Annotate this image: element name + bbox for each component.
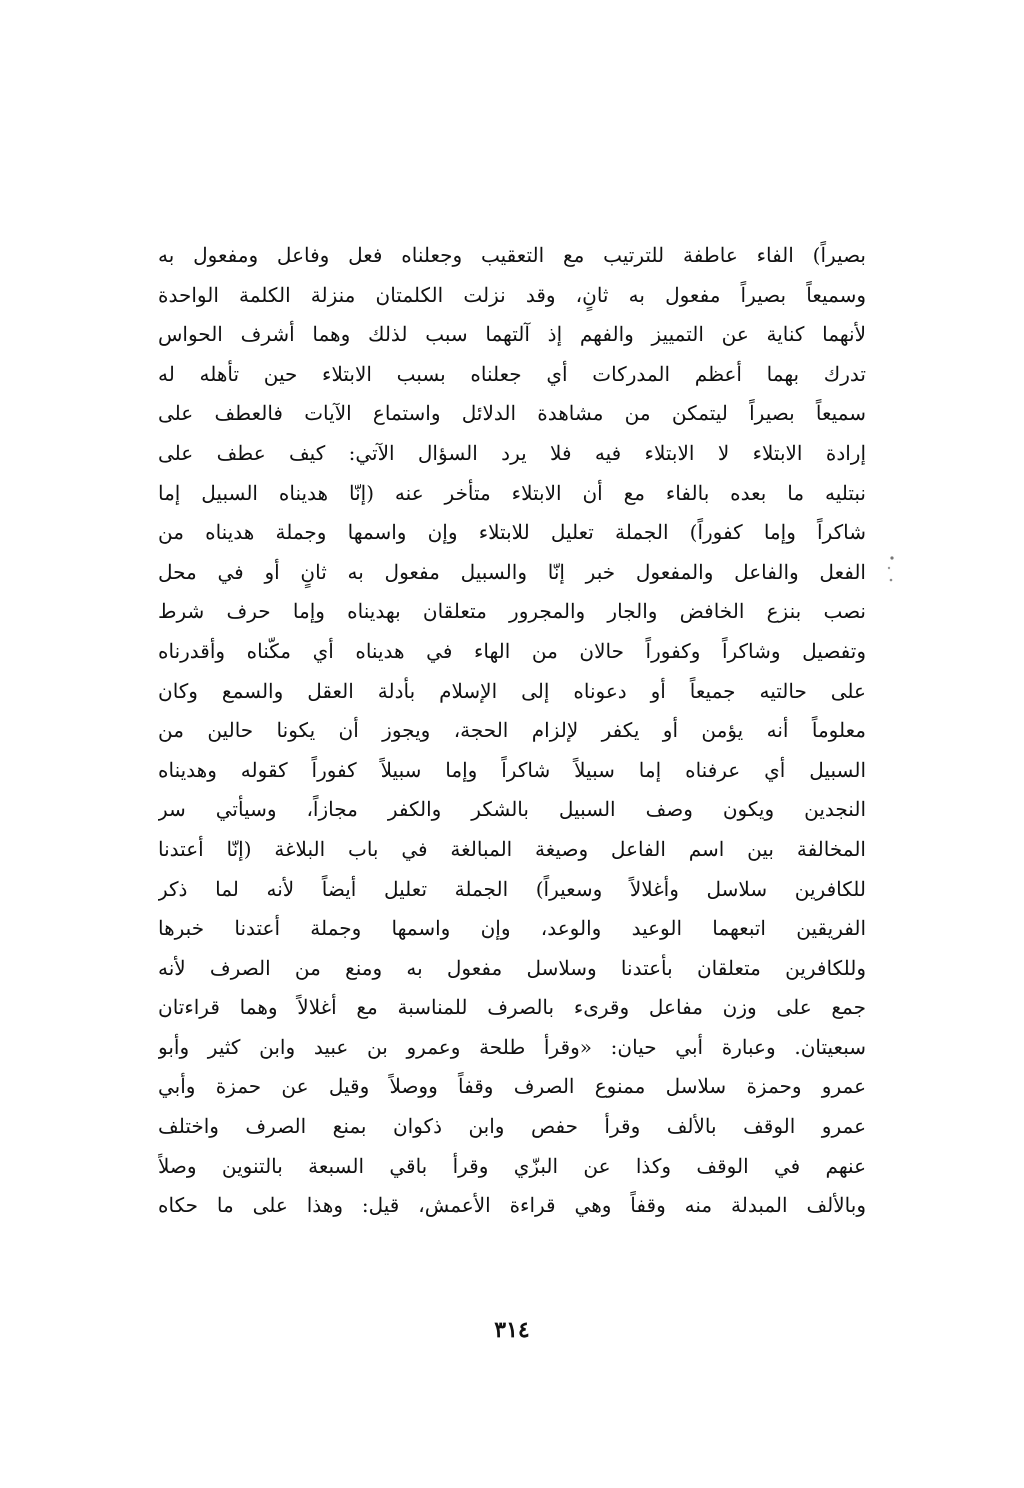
text-line: جمع على وزن مفاعل وقرىء بالصرف للمناسبة مع أغلالاً وهما قراءتان: [158, 995, 866, 1020]
text-line: نصب بنزع الخافض والجار والمجرور متعلقان بهديناه وإما حرف شرط: [158, 599, 866, 624]
body-text: [158, 236, 866, 1226]
text-line: عمرو وحمزة سلاسل ممنوع الصرف وقفاً ووصلاً وقيل عن حمزة وأبي: [158, 1074, 866, 1099]
text-line: إرادة الابتلاء لا الابتلاء فيه فلا يرد السؤال الآتي: كيف عطف على: [158, 440, 866, 465]
text-line: نبتليه ما بعده بالفاء مع أن الابتلاء متأخر عنه (إنّا هديناه السبيل إما: [158, 480, 866, 505]
text-line: للكافرين سلاسل وأغلالاً وسعيراً) الجملة تعليل أيضاً لأنه لما ذكر: [158, 876, 866, 901]
text-line: على حالتيه جميعاً أو دعوناه إلى الإسلام بأدلة العقل والسمع وكان: [158, 678, 866, 703]
text-line: وتفصيل وشاكراً وكفوراً حالان من الهاء في هديناه أي مكّناه وأقدرناه: [158, 638, 866, 663]
margin-speck: [884, 554, 898, 588]
text-line: معلوماً أنه يؤمن أو يكفر لإلزام الحجة، ويجوز أن يكونا حالين من: [158, 718, 866, 743]
text-line: النجدين ويكون وصف السبيل بالشكر والكفر مجازاً، وسيأتي سر: [158, 797, 866, 822]
text-line: سبعيتان. وعبارة أبي حيان: «وقرأ طلحة وعمرو بن عبيد وابن كثير وأبو: [158, 1034, 866, 1059]
text-line: الفعل والفاعل والمفعول خبر إنّا والسبيل مفعول به ثانٍ أو في محل: [158, 559, 866, 584]
text-line: الفريقين اتبعهما الوعيد والوعد، وإن واسمها وجملة أعتدنا خبرها: [158, 916, 866, 941]
text-line: وللكافرين متعلقان بأعتدنا وسلاسل مفعول به ومنع من الصرف لأنه: [158, 955, 866, 980]
text-line: تدرك بهما أعظم المدركات أي جعلناه بسبب الابتلاء حين تأهله له: [158, 361, 866, 386]
text-line: وسميعاً بصيراً مفعول به ثانٍ، وقد نزلت الكلمتان منزلة الكلمة الواحدة: [158, 282, 866, 307]
text-line: عمرو الوقف بالألف وقرأ حفص وابن ذكوان بمنع الصرف واختلف: [158, 1114, 866, 1139]
text-line: شاكراً وإما كفوراً) الجملة تعليل للابتلاء وإن واسمها وجملة هديناه من: [158, 520, 866, 545]
text-line: وبالألف المبدلة منه وقفاً وهي قراءة الأعمش، قيل: وهذا على ما حكاه: [158, 1193, 866, 1218]
text-line: لأنهما كناية عن التمييز والفهم إذ آلتهما سبب لذلك وهما أشرف الحواس: [158, 322, 866, 347]
text-line: عنهم في الوقف وكذا عن البزّي وقرأ باقي السبعة بالتنوين وصلاً: [158, 1153, 866, 1178]
text-line: المخالفة بين اسم الفاعل وصيغة المبالغة في باب البلاغة (إنّا أعتدنا: [158, 836, 866, 861]
text-line: بصيراً) الفاء عاطفة للترتيب مع التعقيب وجعلناه فعل وفاعل ومفعول به: [158, 243, 866, 267]
text-line: السبيل أي عرفناه إما سبيلاً شاكراً وإما سبيلاً كفوراً كقوله وهديناه: [158, 757, 866, 782]
page-number: ٣١٤: [494, 1317, 530, 1343]
text-line: سميعاً بصيراً ليتمكن من مشاهدة الدلائل واستماع الآيات فالعطف على: [158, 401, 866, 426]
